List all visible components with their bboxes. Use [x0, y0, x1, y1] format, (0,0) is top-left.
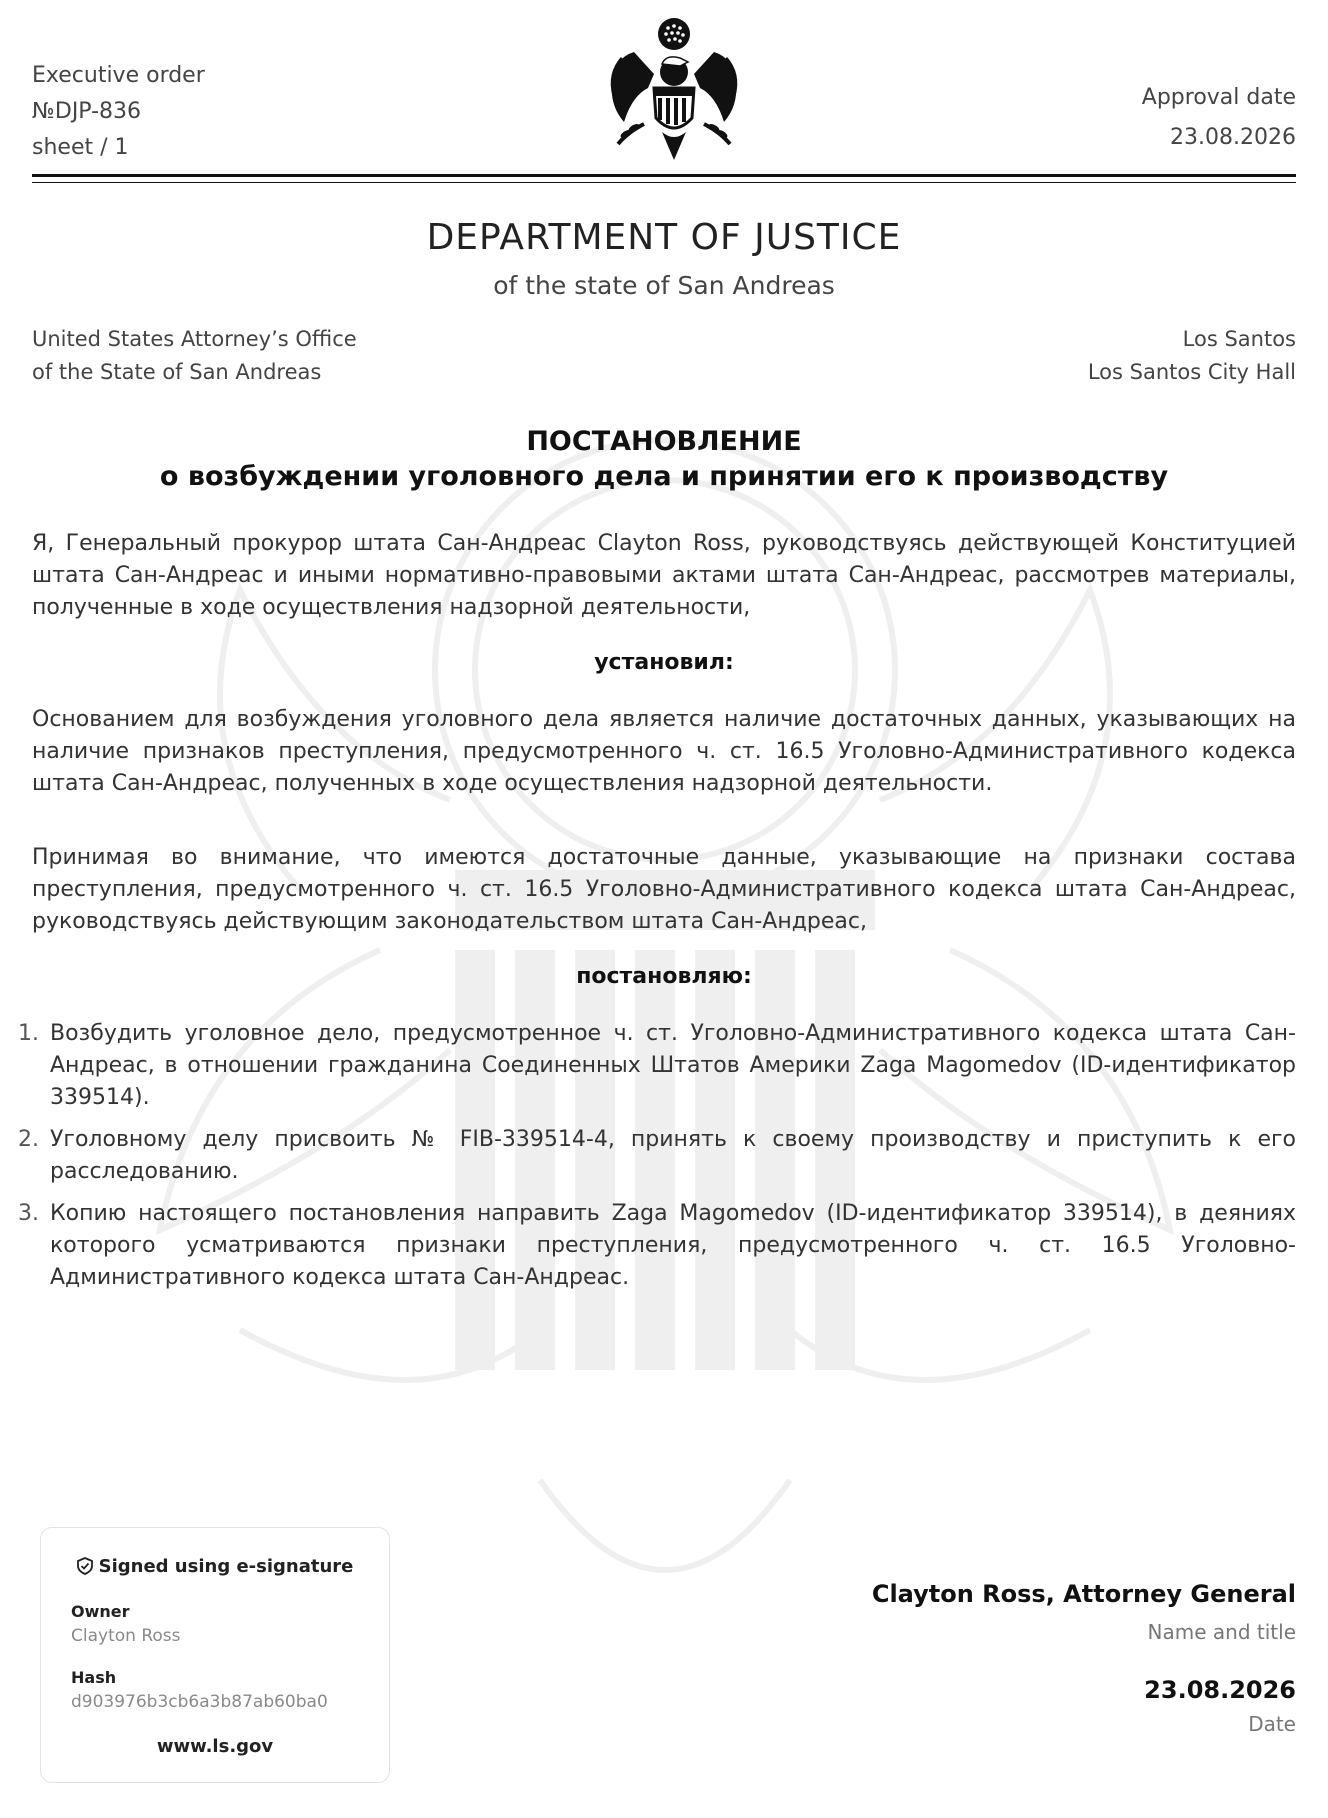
approval-label: Approval date [1141, 85, 1296, 110]
resolution-items [18, 1018, 1296, 1304]
list-item-number: 1. [18, 1021, 39, 1046]
issuing-location [1088, 323, 1296, 389]
approval-info [1142, 78, 1296, 158]
location-line-2: Los Santos City Hall [1087, 360, 1296, 384]
list-item [18, 1018, 1296, 1114]
department-title: DEPARTMENT OF JUSTICE [426, 217, 902, 258]
list-item [18, 1198, 1296, 1294]
hash-label: Hash [71, 1668, 117, 1687]
order-label: Executive order [32, 63, 205, 88]
office-line-1: United States Attorney’s Office [32, 327, 357, 351]
order-info [32, 58, 205, 166]
esignature-heading-text: Signed using e-signature [98, 1556, 354, 1577]
established-heading: установил: [594, 650, 734, 675]
list-item-text: Возбудить уголовное дело, предусмотренное ч. ст. Уголовно-Административного кодекса штата Сан-Андреас, в отношении гражданина Соединенных Штатов Америки Zaga Magomedov (ID-идентификатор 339514). [50, 1021, 1296, 1110]
owner-value: Clayton Ross [71, 1626, 181, 1646]
signature-date-caption: Date [1248, 1712, 1296, 1736]
sheet-number: sheet / 1 [32, 135, 129, 160]
location-line-1: Los Santos [1182, 327, 1296, 351]
list-item-text: Копию настоящего постановления направить Zaga Magomedov (ID-идентификатор 339514), в деяниях которого усматриваются признаки преступления, предусмотренного ч. ст. 16.5 Уголовно-Административного кодекса штата Сан-Андреас. [50, 1201, 1296, 1290]
office-line-2: of the State of San Andreas [32, 360, 322, 384]
owner-label: Owner [71, 1602, 130, 1621]
eagle-seal-icon [604, 14, 744, 162]
considering-paragraph: Принимая во внимание, что имеются достаточные данные, указывающие на признаки состава преступления, предусмотренного ч. ст. 16.5 Уголовно-Административного кодекса штата Сан-Андреас, руководствуясь действующим законодательством штата Сан-Андреас, [32, 845, 1296, 934]
grounds-paragraph: Основанием для возбуждения уголовного дела является наличие достаточных данных, указывающих на наличие признаков преступления, предусмотренного ч. ст. 16.5 Уголовно-Административного кодекса штата Сан-Андреас, полученных в ходе осуществления надзорной деятельности. [32, 707, 1296, 796]
resolve-heading: постановляю: [576, 964, 752, 989]
esignature-card [40, 1527, 390, 1783]
resolution-title [0, 424, 1328, 494]
list-item-number: 2. [18, 1127, 39, 1152]
list-item [18, 1124, 1296, 1188]
list-item-number: 3. [18, 1201, 39, 1226]
department-subtitle: of the state of San Andreas [493, 271, 835, 300]
signatory-caption: Name and title [1147, 1620, 1296, 1644]
signature-date: 23.08.2026 [1144, 1676, 1296, 1704]
header-divider-thick [32, 174, 1296, 177]
list-item-text: Уголовному делу присвоить № FIB-339514-4, принять к своему производству и приступить к его расследованию. [50, 1127, 1296, 1184]
shield-check-icon [77, 1557, 93, 1575]
hash-value: d903976b3cb6a3b87ab60ba0 [71, 1692, 328, 1712]
order-number: №DJP-836 [32, 99, 142, 124]
signatory-name: Clayton Ross, Attorney General [871, 1580, 1296, 1608]
issuing-office [32, 323, 357, 389]
website-link[interactable]: www.ls.gov [156, 1736, 274, 1757]
intro-paragraph: Я, Генеральный прокурор штата Сан-Андреас Clayton Ross, руководствуясь действующей Конституцией штата Сан-Андреас и иными нормативно-правовыми актами штата Сан-Андреас, рассмотрев материалы, полученные в ходе осуществления надзорной деятельности, [32, 531, 1296, 620]
resolution-heading: ПОСТАНОВЛЕНИЕ [526, 426, 802, 457]
approval-date: 23.08.2026 [1170, 125, 1296, 150]
resolution-subheading: о возбуждении уголовного дела и принятии его к производству [159, 461, 1169, 492]
esignature-heading [41, 1556, 389, 1577]
header-divider-thin [32, 182, 1296, 183]
